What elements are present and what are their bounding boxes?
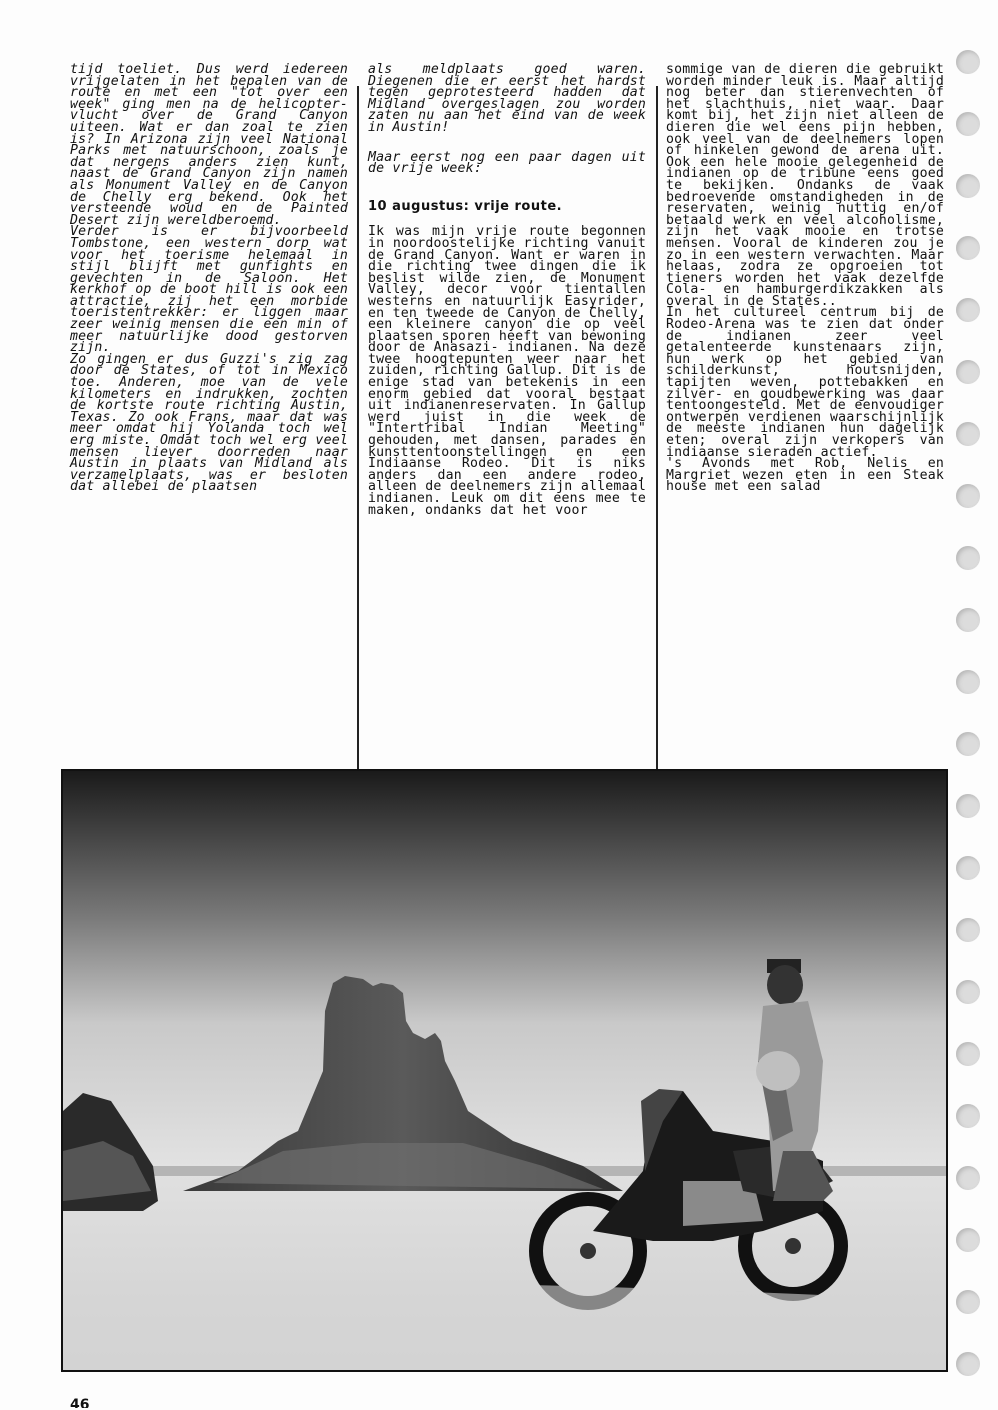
- photo-illustration: [63, 771, 946, 1370]
- binder-hole: [956, 236, 980, 260]
- text-column-left: [70, 64, 348, 493]
- binder-hole: [956, 1042, 980, 1066]
- binder-hole: [956, 50, 980, 74]
- binder-hole: [956, 980, 980, 1004]
- binder-hole: [956, 1166, 980, 1190]
- binder-hole: [956, 1352, 980, 1376]
- column-text-intro2: Maar eerst nog een paar dagen uit de vrije week:: [368, 149, 646, 177]
- column-text: tijd toeliet. Dus werd iedereen vrijgelaten in het bepalen van de route en met een "tot over een week" ging men na de helicopter-vlucht over de Grand Canyon uiteen. Wat er dan zoal te zien is? In Arizona zijn veel National Parks met natuurschoon, zoals je dat nergens anders zien kunt, naast de Grand Canyon zijn namen als Monument Valley en de Canyon de Chelly erg bekend. Ook het versteende woud en de Painted Desert zijn wereldberoemd. Verder is er bijvoorbeeld Tombstone, een western dorp wat voor het toerisme helemaal in stijl blijft met gunfights en gevechten in de Saloon. Het kerkhof op de boot hill is ook een attractie, zij het een morbide toeristentrekker: er liggen maar zeer weinig mensen die een min of meer natuurlijke dood gestorven zijn. Zo gingen er dus Guzzi's zig zag door de States, of tot in Mexico toe. Anderen, moe van de vele kilometers en indrukken, zochten de kortste route richting Austin, Texas. Zo ook Frans, maar dat was meer omdat hij Yolanda toch wel erg miste. Omdat toch wel erg veel mensen liever doorreden naar Austin in plaats van Midland als verzamelplaats, was er besloten dat allebei de plaatsen: [70, 62, 348, 495]
- binder-hole: [956, 360, 980, 384]
- binder-hole: [956, 1104, 980, 1128]
- binder-hole: [956, 422, 980, 446]
- page-number: 46: [70, 1398, 90, 1408]
- binder-hole: [956, 794, 980, 818]
- binder-hole: [956, 918, 980, 942]
- binder-hole: [956, 1228, 980, 1252]
- text-column-right: [666, 64, 944, 493]
- binder-hole: [956, 1290, 980, 1314]
- binder-hole: [956, 174, 980, 198]
- binder-hole: [956, 732, 980, 756]
- column-text-body: Ik was mijn vrije route begonnen in noordoostelijke richting vanuit de Grand Canyon. Want er waren in die richting twee dingen die ik beslist wilde zien, de Monument Valley, decor voor tientallen westerns en natuurlijk Easyrider, en ten tweede de Canyon de Chelly, een kleinere canyon die op veel plaatsen sporen heeft van bewoning door de Anasazi- indianen. Na deze twee hoogtepunten weer naar het zuiden, richting Gallup. Dit is de enige stad van betekenis in een enorm gebied dat vooral bestaat uit indianenreservaten. In Gallup werd juist in die week de "Intertribal Indian Meeting" gehouden, met dansen, parades en kunsttentoonstellingen en een Indiaanse Rodeo. Dit is niks anders dan een andere rodeo, alleen de deelnemers zijn allemaal indianen. Leuk om dit eens mee te maken, ondanks dat het voor: [368, 224, 646, 518]
- binder-hole: [956, 484, 980, 508]
- column-text-intro: als meldplaats goed waren. Diegenen die er eerst het hardst tegen geprotesteerd hadden dat Midland overgeslagen zou worden zaten nu aan het eind van de week in Austin!: [368, 62, 646, 135]
- binder-hole: [956, 856, 980, 880]
- binder-holes: [956, 50, 986, 1410]
- binder-hole: [956, 112, 980, 136]
- column-text: sommige van de dieren die gebruikt worden minder leuk is. Maar altijd nog beter dan stierenvechten of het slachthuis, niet waar. Daar komt bij, het zijn niet alleen de dieren die wel eens pijn hebben, ook veel van de deelnemers lopen of hinkelen gewond de arena uit. Ook een hele mooie gelegenheid de indianen op de tribune eens goed te bekijken. Ondanks de vaak bedroevende omstandigheden in de reservaten, weinig nuttig en/of betaald werk en veel alcoholisme, zijn het vaak mooie en trotse mensen. Vooral de kinderen zou je zo in een western verwachten. Maar helaas, zodra ze opgroeien tot tieners worden het vaak dezelfde Cola- en hamburgerdikzakken als overal in de States.. In het cultureel centrum bij de Rodeo-Arena was te zien dat onder de indianen zeer veel getalenteerde kunstenaars zijn, hun werk op het gebied van schilderkunst, houtsnijden, tapijten weven, pottebakken en zilver- en goudbewerking was daar tentoongesteld. Met de eenvoudiger ontwerpen verdienen waarschijnlijk de meeste indianen hun dagelijk eten; overal zijn verkopers van indiaanse sieraden actief. 's Avonds met Rob, Nelis en Margriet wezen eten in een Steak house met een salad: [666, 62, 944, 495]
- photo-monument-valley-motorcycle: [61, 769, 948, 1372]
- binder-hole: [956, 608, 980, 632]
- binder-hole: [956, 298, 980, 322]
- section-heading: 10 augustus: vrije route.: [368, 198, 563, 214]
- column-divider: [357, 86, 359, 770]
- column-divider: [656, 86, 658, 770]
- binder-hole: [956, 670, 980, 694]
- binder-hole: [956, 546, 980, 570]
- text-column-middle: [368, 64, 646, 516]
